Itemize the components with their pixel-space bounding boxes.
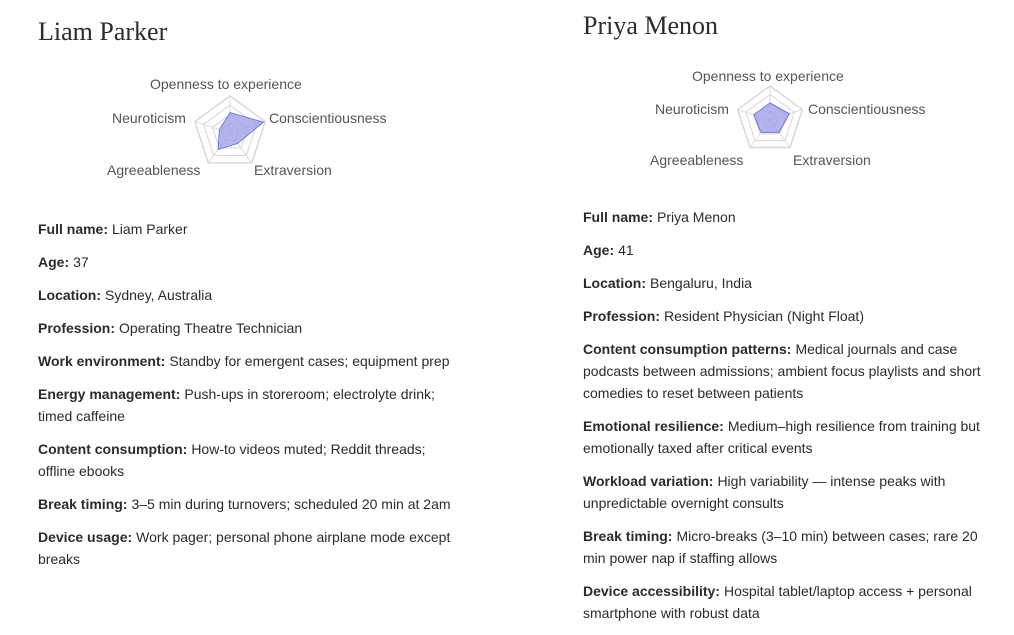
profile-card-liam [38, 14, 458, 624]
field-device-accessibility: Device accessibility: Hospital tablet/laptop access + personal smartphone with robust data [583, 583, 972, 621]
personality-radar-chart [38, 72, 458, 192]
field-location: Location: Bengaluru, India [583, 275, 752, 291]
field-break-timing: Break timing: 3–5 min during turnovers; scheduled 20 min at 2am [38, 496, 451, 512]
field-age: Age: 41 [583, 242, 634, 258]
field-workload-variation: Workload variation: High variability — intense peaks with unpredictable overnight consults [583, 473, 946, 511]
radar-data-area [754, 103, 790, 132]
field-full-name: Full name: Priya Menon [583, 209, 736, 225]
profile-name: Priya Menon [583, 11, 719, 40]
profile-card-priya [583, 8, 993, 628]
radar-label-conscientiousness: Conscientiousness [808, 101, 926, 117]
field-content-consumption: Content consumption: How-to videos muted; Reddit threads; offline ebooks [38, 441, 426, 479]
radar-label-openness: Openness to experience [692, 68, 844, 84]
field-location: Location: Sydney, Australia [38, 287, 213, 303]
profile-fields [38, 218, 458, 581]
field-break-timing: Break timing: Micro-breaks (3–10 min) between cases; rare 20 min power nap if staffing allows [583, 528, 978, 566]
field-work-environment: Work environment: Standby for emergent cases; equipment prep [38, 353, 450, 369]
radar-label-neuroticism: Neuroticism [112, 110, 186, 126]
field-age: Age: 37 [38, 254, 89, 270]
field-emotional-resilience: Emotional resilience: Medium–high resilience from training but emotionally taxed after critical events [583, 418, 980, 456]
radar-label-openness: Openness to experience [150, 76, 302, 92]
radar-label-neuroticism: Neuroticism [655, 101, 729, 117]
radar-label-agreeableness: Agreeableness [650, 152, 744, 168]
field-profession: Profession: Resident Physician (Night Float) [583, 308, 864, 324]
radar-label-extraversion: Extraversion [793, 152, 871, 168]
field-device-usage: Device usage: Work pager; personal phone airplane mode except breaks [38, 529, 451, 567]
profile-fields [583, 206, 993, 635]
field-content-consumption-patterns: Content consumption patterns: Medical journals and case podcasts between admissions; ambient focus playlists and short comedies to reset between patients [583, 341, 981, 401]
profile-name: Liam Parker [38, 17, 168, 46]
radar-label-extraversion: Extraversion [254, 162, 332, 178]
field-energy-management: Energy management: Push-ups in storeroom; electrolyte drink; timed caffeine [38, 386, 435, 424]
radar-label-conscientiousness: Conscientiousness [269, 110, 387, 126]
radar-label-agreeableness: Agreeableness [107, 162, 201, 178]
field-full-name: Full name: Liam Parker [38, 221, 188, 237]
field-profession: Profession: Operating Theatre Technician [38, 320, 303, 336]
personality-radar-chart [583, 64, 993, 174]
